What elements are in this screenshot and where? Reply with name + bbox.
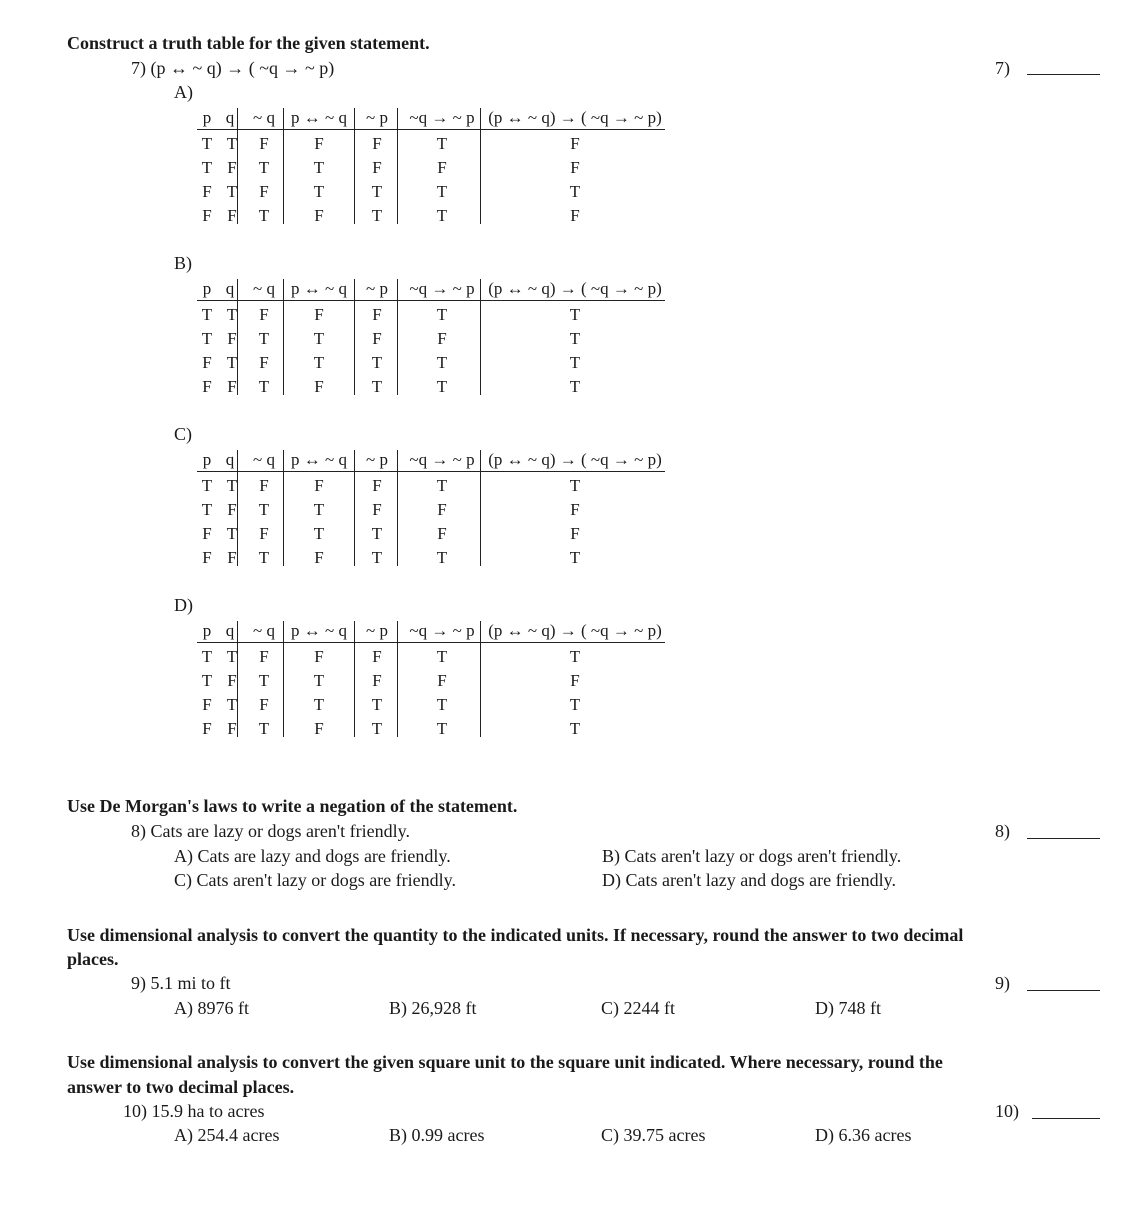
table-header-p: p [202, 621, 212, 640]
question-10: 10) 15.9 ha to acres [123, 1101, 265, 1121]
option-9d: D) 748 ft [815, 998, 881, 1018]
table-cell-not-p: T [371, 719, 383, 738]
table-cell-not-p: F [372, 134, 382, 153]
table-header-not-q-implies-not-p: ~q → ~ p [409, 108, 475, 127]
table-header-not-q: ~ q [253, 108, 275, 127]
table-cell-p: F [202, 353, 212, 372]
answer-blank-7[interactable] [1027, 74, 1100, 75]
table-cell-not-p: F [372, 476, 382, 495]
option-label-b: B) [174, 253, 192, 273]
table-cell-p: F [202, 695, 212, 714]
instruction-dimensional-analysis: Use dimensional analysis to convert the quantity to the indicated units. If necessary, round the answer to two decimal [67, 925, 964, 945]
table-header-not-q-implies-not-p: ~q → ~ p [409, 450, 475, 469]
table-cell-p-iff-not-q: F [314, 647, 324, 666]
table-cell-result: F [570, 524, 580, 543]
table-cell-p-iff-not-q: T [313, 182, 325, 201]
instruction-de-morgan: Use De Morgan's laws to write a negation of the statement. [67, 796, 518, 816]
table-header-not-q: ~ q [253, 621, 275, 640]
instruction-dimensional-analysis-cont: places. [67, 949, 119, 969]
table-cell-not-q: T [258, 719, 270, 738]
table-cell-result: T [569, 719, 581, 738]
table-cell-not-q-implies-not-p: T [436, 719, 448, 738]
table-cell-result: T [569, 329, 581, 348]
table-header-q: q [225, 621, 235, 640]
table-cell-not-p: F [372, 671, 382, 690]
table-cell-p-iff-not-q: T [313, 353, 325, 372]
table-header-p-iff-not-q: p ↔ ~ q [291, 621, 347, 640]
table-cell-not-q-implies-not-p: T [436, 377, 448, 396]
table-cell-q: T [226, 353, 238, 372]
table-cell-not-p: T [371, 377, 383, 396]
table-cell-not-q-implies-not-p: T [436, 305, 448, 324]
table-cell-not-q-implies-not-p: T [436, 647, 448, 666]
table-header-not-q: ~ q [253, 279, 275, 298]
table-column-divider-d-1 [237, 621, 238, 737]
table-cell-not-q: F [259, 353, 269, 372]
table-cell-p: F [202, 377, 212, 396]
table-cell-not-p: T [371, 353, 383, 372]
table-cell-p-iff-not-q: F [314, 206, 324, 225]
table-cell-p-iff-not-q: F [314, 476, 324, 495]
table-header-result: (p ↔ ~ q) → ( ~q → ~ p) [488, 621, 662, 640]
table-header-not-p: ~ p [366, 108, 388, 127]
table-header-rule-c [197, 471, 665, 472]
table-cell-result: F [570, 671, 580, 690]
option-9a: A) 8976 ft [174, 998, 249, 1018]
instruction-truth-table: Construct a truth table for the given statement. [67, 33, 430, 53]
table-cell-q: F [227, 206, 237, 225]
table-column-divider-d-3 [354, 621, 355, 737]
table-cell-not-p: T [371, 548, 383, 567]
table-cell-p-iff-not-q: T [313, 500, 325, 519]
option-10c: C) 39.75 acres [601, 1125, 706, 1145]
table-cell-q: F [227, 548, 237, 567]
table-column-divider-d-2 [283, 621, 284, 737]
table-cell-p: F [202, 182, 212, 201]
table-cell-q: F [227, 671, 237, 690]
table-cell-q: T [226, 182, 238, 201]
table-cell-q: T [226, 476, 238, 495]
table-cell-result: T [569, 476, 581, 495]
table-cell-not-q-implies-not-p: T [436, 182, 448, 201]
table-column-divider-c-5 [480, 450, 481, 566]
option-10b: B) 0.99 acres [389, 1125, 485, 1145]
truth-table-c [197, 450, 667, 570]
table-cell-q: T [226, 695, 238, 714]
answer-blank-9[interactable] [1027, 990, 1100, 991]
table-column-divider-a-4 [397, 108, 398, 224]
table-cell-q: F [227, 329, 237, 348]
table-cell-not-q-implies-not-p: T [436, 134, 448, 153]
option-8b: B) Cats aren't lazy or dogs aren't friendly. [602, 846, 902, 866]
table-column-divider-a-2 [283, 108, 284, 224]
table-cell-q: F [227, 158, 237, 177]
table-cell-q: T [226, 134, 238, 153]
question-8: 8) Cats are lazy or dogs aren't friendly. [131, 821, 410, 841]
table-header-p-iff-not-q: p ↔ ~ q [291, 279, 347, 298]
table-cell-p-iff-not-q: F [314, 134, 324, 153]
table-cell-not-q: F [259, 476, 269, 495]
table-cell-result: T [569, 647, 581, 666]
table-cell-not-p: T [371, 695, 383, 714]
option-label-d: D) [174, 595, 193, 615]
table-header-p-iff-not-q: p ↔ ~ q [291, 108, 347, 127]
table-cell-not-q: F [259, 524, 269, 543]
table-header-p: p [202, 108, 212, 127]
table-column-divider-b-2 [283, 279, 284, 395]
table-column-divider-b-1 [237, 279, 238, 395]
table-header-q: q [225, 108, 235, 127]
table-cell-not-p: F [372, 647, 382, 666]
option-10a: A) 254.4 acres [174, 1125, 280, 1145]
table-header-result: (p ↔ ~ q) → ( ~q → ~ p) [488, 450, 662, 469]
table-cell-not-p: T [371, 524, 383, 543]
table-cell-p-iff-not-q: T [313, 524, 325, 543]
table-cell-not-q: F [259, 695, 269, 714]
table-cell-p: T [201, 647, 213, 666]
truth-table-d [197, 621, 667, 741]
table-cell-p-iff-not-q: F [314, 719, 324, 738]
table-cell-not-p: T [371, 182, 383, 201]
table-column-divider-c-3 [354, 450, 355, 566]
instruction-square-units-cont: answer to two decimal places. [67, 1077, 295, 1097]
answer-label-9: 9) [995, 973, 1010, 993]
table-header-p: p [202, 279, 212, 298]
table-cell-not-q-implies-not-p: F [437, 500, 447, 519]
option-8d: D) Cats aren't lazy and dogs are friendly. [602, 870, 896, 890]
table-cell-not-q-implies-not-p: T [436, 206, 448, 225]
table-cell-result: T [569, 353, 581, 372]
table-cell-p: F [202, 548, 212, 567]
table-cell-result: T [569, 695, 581, 714]
table-cell-q: F [227, 377, 237, 396]
table-cell-not-q-implies-not-p: T [436, 353, 448, 372]
table-cell-p: T [201, 500, 213, 519]
table-column-divider-c-2 [283, 450, 284, 566]
table-cell-q: F [227, 500, 237, 519]
instruction-square-units: Use dimensional analysis to convert the given square unit to the square unit indicated. Where necessary, round the [67, 1052, 943, 1072]
answer-label-10: 10) [995, 1101, 1019, 1121]
option-label-c: C) [174, 424, 192, 444]
table-header-not-q-implies-not-p: ~q → ~ p [409, 621, 475, 640]
table-cell-result: F [570, 500, 580, 519]
table-cell-not-p: F [372, 329, 382, 348]
table-header-result: (p ↔ ~ q) → ( ~q → ~ p) [488, 108, 662, 127]
table-cell-p-iff-not-q: T [313, 695, 325, 714]
table-cell-p-iff-not-q: F [314, 305, 324, 324]
table-cell-p-iff-not-q: F [314, 377, 324, 396]
question-9: 9) 5.1 mi to ft [131, 973, 231, 993]
table-header-not-q-implies-not-p: ~q → ~ p [409, 279, 475, 298]
truth-table-b [197, 279, 667, 399]
table-cell-p: F [202, 524, 212, 543]
option-label-a: A) [174, 82, 193, 102]
table-cell-not-p: F [372, 500, 382, 519]
table-column-divider-b-3 [354, 279, 355, 395]
table-column-divider-a-5 [480, 108, 481, 224]
table-cell-p: T [201, 305, 213, 324]
table-cell-not-p: T [371, 206, 383, 225]
table-cell-not-q: T [258, 671, 270, 690]
table-cell-not-q-implies-not-p: F [437, 329, 447, 348]
table-cell-not-q: T [258, 206, 270, 225]
option-9b: B) 26,928 ft [389, 998, 477, 1018]
table-column-divider-d-5 [480, 621, 481, 737]
option-10d: D) 6.36 acres [815, 1125, 912, 1145]
table-header-p-iff-not-q: p ↔ ~ q [291, 450, 347, 469]
table-cell-p: T [201, 671, 213, 690]
table-column-divider-a-3 [354, 108, 355, 224]
table-cell-result: F [570, 158, 580, 177]
table-cell-p-iff-not-q: T [313, 158, 325, 177]
table-header-not-p: ~ p [366, 450, 388, 469]
answer-blank-10[interactable] [1032, 1118, 1100, 1119]
table-cell-result: T [569, 305, 581, 324]
option-9c: C) 2244 ft [601, 998, 675, 1018]
table-column-divider-b-5 [480, 279, 481, 395]
table-cell-result: T [569, 377, 581, 396]
answer-label-8: 8) [995, 821, 1010, 841]
option-8a: A) Cats are lazy and dogs are friendly. [174, 846, 451, 866]
answer-label-7: 7) [995, 58, 1010, 78]
table-cell-p-iff-not-q: T [313, 671, 325, 690]
table-cell-p: T [201, 329, 213, 348]
option-8c: C) Cats aren't lazy or dogs are friendly. [174, 870, 456, 890]
table-cell-not-q: T [258, 548, 270, 567]
table-header-result: (p ↔ ~ q) → ( ~q → ~ p) [488, 279, 662, 298]
table-header-rule-a [197, 129, 665, 130]
table-header-q: q [225, 450, 235, 469]
table-cell-not-q-implies-not-p: T [436, 476, 448, 495]
table-cell-not-q: F [259, 182, 269, 201]
table-cell-not-q-implies-not-p: F [437, 671, 447, 690]
table-header-q: q [225, 279, 235, 298]
table-header-rule-d [197, 642, 665, 643]
table-cell-p-iff-not-q: T [313, 329, 325, 348]
table-cell-not-q-implies-not-p: T [436, 548, 448, 567]
truth-table-a [197, 108, 667, 228]
table-cell-p: T [201, 158, 213, 177]
table-cell-result: F [570, 134, 580, 153]
table-column-divider-c-1 [237, 450, 238, 566]
table-cell-not-q: T [258, 377, 270, 396]
table-header-rule-b [197, 300, 665, 301]
table-header-p: p [202, 450, 212, 469]
table-cell-not-q-implies-not-p: F [437, 158, 447, 177]
table-cell-result: T [569, 182, 581, 201]
table-header-not-p: ~ p [366, 621, 388, 640]
table-cell-not-p: F [372, 158, 382, 177]
table-header-not-p: ~ p [366, 279, 388, 298]
table-cell-p: T [201, 134, 213, 153]
table-cell-q: T [226, 524, 238, 543]
answer-blank-8[interactable] [1027, 838, 1100, 839]
table-cell-p: F [202, 719, 212, 738]
table-cell-not-q: T [258, 329, 270, 348]
table-cell-q: F [227, 719, 237, 738]
table-cell-not-q: F [259, 647, 269, 666]
table-column-divider-d-4 [397, 621, 398, 737]
table-column-divider-c-4 [397, 450, 398, 566]
table-cell-result: T [569, 548, 581, 567]
table-cell-p-iff-not-q: F [314, 548, 324, 567]
table-cell-not-p: F [372, 305, 382, 324]
table-cell-not-q: T [258, 500, 270, 519]
table-cell-not-q-implies-not-p: F [437, 524, 447, 543]
table-header-not-q: ~ q [253, 450, 275, 469]
table-cell-not-q: F [259, 305, 269, 324]
question-7: 7) (p ↔ ~ q) → ( ~q → ~ p) [131, 58, 335, 78]
table-column-divider-a-1 [237, 108, 238, 224]
table-cell-result: F [570, 206, 580, 225]
table-cell-q: T [226, 305, 238, 324]
table-cell-not-q: F [259, 134, 269, 153]
table-cell-not-q: T [258, 158, 270, 177]
table-cell-p: F [202, 206, 212, 225]
table-cell-not-q-implies-not-p: T [436, 695, 448, 714]
table-cell-p: T [201, 476, 213, 495]
table-column-divider-b-4 [397, 279, 398, 395]
table-cell-q: T [226, 647, 238, 666]
